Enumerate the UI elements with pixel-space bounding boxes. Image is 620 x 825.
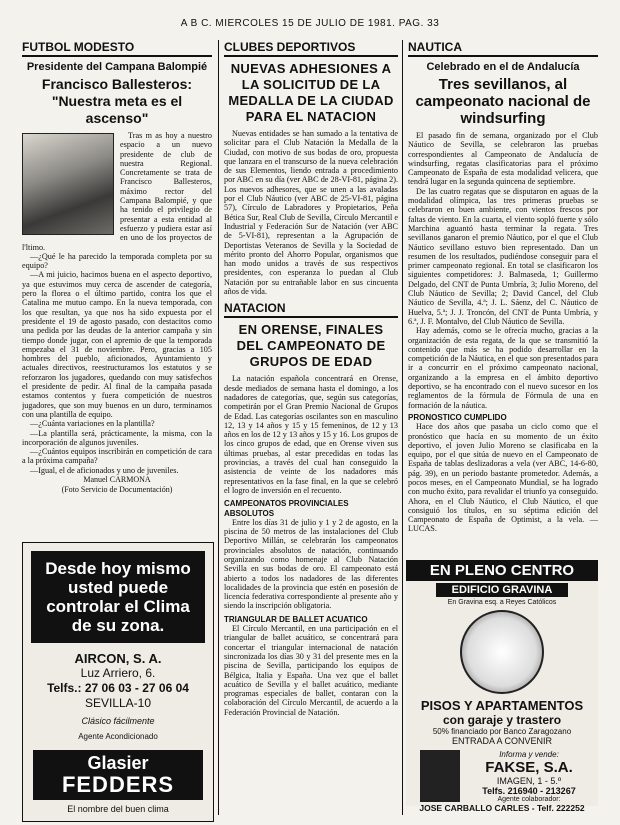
logo-icon xyxy=(420,750,460,802)
ad-subtitle: En Gravina esq. a Reyes Católicos xyxy=(447,599,557,606)
paragraph: Hay además, como se le ofrecía mucho, gracias a la organización de esta regata, de la que se transmitió la contenido que más se ha podido desarrollar en la competición de la Náutica, en el que son presentados para ir a concurrir en el próximo campeonato nacional, organizando a la empresa en el ámbito deportivo deportivo, se ha encontrado con el nuevo sucesor en los reglamentos de la fórmula de Fórmula de una en formación de la náutica. xyxy=(408,326,598,410)
ad-brand1: Glasier xyxy=(87,753,149,773)
paragraph: —¿Qué le ha parecido la temporada completa por su equipo? xyxy=(22,251,212,271)
ad-contact xyxy=(460,750,598,803)
section-title: CLUBES DEPORTIVOS xyxy=(224,40,398,57)
article-clubes xyxy=(224,40,398,817)
ad-building: EDIFICIO GRAVINA xyxy=(436,583,568,597)
paragraph: —A mi juicio, hacimos buena en el aspecto deportivo, ya que estuvimos muy cerca de ascender de categoría, pero la florea o el último partido, contra los que el Catalina me mutuo campo. En la nueva temporada, con los que resultan, ya que nos ha sido expuesta por el presidente el 19 de agosto pasado, con destacitos como una pedida por las deudas de la anterior campaña y sin tiempo donde jugar, con el apremio de que la temporada empezaba el 31 de noviembre. Pero, gracias a 105 hombres del pueblo, aficionados, Ayuntamiento y actuales directivos, reestructuramos los estatutos y se reforzaron los jugadores, quedando con muy satisfechos el presidente de pedir. Al final de la campaña pasada estamos contentos y fuera competición de nuestros jugadores, que son muy buenos en un duro, terminamos con una plantilla de equipo. xyxy=(22,270,212,419)
section-title: NAUTICA xyxy=(408,40,598,57)
page-header: A B C. MIERCOLES 15 DE JULIO DE 1981. PAG. 33 xyxy=(180,18,440,29)
ad-agent-label: Agente colaborador: xyxy=(497,796,561,803)
article-futbol-modesto xyxy=(22,40,212,535)
headline: Francisco Ballesteros: "Nuestra meta es el ascenso" xyxy=(41,76,193,126)
paragraph: De las cuatro regatas que se disputaron en aguas de la modalidad olímpica, las tres primeras pruebas se celebraron en buen ambiente, con vientos frescos por faltas de viento. En la cuarta, el viento sopló fuerte y sólo Marchina aguantó hasta terminar la regata. Tres sevillanos ganaron el premio Náutico, por el que el Club Náutico sevillano estuvo bien representado. Dan un resumen de los resultados, pudiéndose conseguir para el primer campeonato regional. En total se clasificaron los siguientes competidores: J. Balmaseda, 1; Guillermo Delgado, del CNT de Punta Umbría, 3; Julio Moreno, del Club Náutico de Sevilla; 2; David Cancel, del Club Náutico de Sevilla, 4.ª; J. L. Sáenz, del C. Náutico de Huelva, 5.ª; J. J. Troncón, del CNT de Punta Umbría, y 6.ª, J. F. Montalvo, del Club Náutico de Sevilla. xyxy=(408,186,598,326)
ad-contact-row xyxy=(406,750,598,803)
ad-brand-box xyxy=(33,750,203,800)
paragraph: El Círculo Mercantil, en una participación en el triangular de ballet acuático, se concentrará para concertar el triangular internacional de natación sincronizada los días 30 y 31 del presente mes en la piscina de Sevilla, participando los equipos de Bélgica, Italia y España. Una vez que el ballet acuático de Sevilla y el ballet acuático, mediante programas especiales de ballet, contaran con la colaboración del Círculo Mercantil, de acuerdo a la Federación Provincial de Natación. xyxy=(224,624,398,717)
ad-logo-area xyxy=(406,606,598,698)
ad-info: Informa y vende: xyxy=(499,750,559,759)
ad-financing: 50% financiado por Banco Zaragozano xyxy=(432,727,572,736)
ad-address: Luz Arriero, 6. xyxy=(80,666,156,680)
ad-firm: FAKSE, S.A. xyxy=(485,759,573,776)
ad-city: SEVILLA-10 xyxy=(84,696,152,710)
advertisement-pleno-centro xyxy=(406,560,598,813)
ad-street: IMAGEN, 1 - 5.º xyxy=(496,776,562,786)
paragraph: —¿Cuántos equipos inscribirán en competición de cara a la próxima campaña? xyxy=(22,447,212,466)
headline: EN ORENSE, FINALES DEL CAMPEONATO DE GRUPOS DE EDAD xyxy=(236,322,386,370)
paragraph: —Igual, el de aficionados y uno de juveniles. xyxy=(30,465,179,475)
ad-tagline: El nombre del buen clima xyxy=(67,804,169,814)
headline: NUEVAS ADHESIONES A LA SOLICITUD DE LA MEDALLA DE LA CIUDAD PARA EL NATACION xyxy=(228,61,394,124)
headline: Tres sevillanos, al campeonato nacional de windsurfing xyxy=(415,76,591,127)
column-rule xyxy=(218,40,219,815)
paragraph: Nuevas entidades se han sumado a la tentativa de solicitar para el Club Natación la Medalla de la Ciudad, con motivo de sus bodas de oro, propuesta que lanzara en el transcurso de la nueva celebración de sus Elementos, liendo entrada a procedimiento por ABC en su día (ver ABC de 28-VI-81, página 2). Los nuevos adhesores, que se unen a las avaladas por el Club Náutico (ver ABC de 25-VI-81, página 57), Círculo de Labradores y Propietarios, Peña Bética Sur, Real Club de Sevilla, Círculo Mercantil e Industrial y Federación Sur de Natación (ver ABC de 5-VI-81), representan a la Agrupación de Deportistas Veteranos de Sevilla y la Sociedad de mérito pronto del Ahorro Popular, organismos que han modo unidos a través de sus respectivos presidentes, con esperanza lo puedan al Club Natación por su entrañable labor en sus cincuenta años de vida. xyxy=(224,129,398,297)
advertisement-aircon xyxy=(22,542,214,822)
ad-phones: Telfs.: 27 06 03 - 27 06 04 xyxy=(47,681,189,695)
paragraph: La natación española concentrará en Orense, desde mediados de semana hasta el domingo, a los nadadores de categorías, que, según sus categorías, competirán por el Gran Premio Nacional de Grupos de Edad. Las categorías oscilantes son en masculino 12, 13 y 14 años y 15 y 15 femeninos, de 12 y 13 años en los de 12 y 13 años y 15 y 16. Los grupos de los cinco grupos de edad, que en Orense viven sus últimas pruebas, al estar precedidas en todas las provincias, a través del cual han conseguido la asistencia de veinte de los nadadores más representativos en la fase final, en la que se celebró el logro de inversión en el recuento. xyxy=(224,374,398,495)
subhead: TRIANGULAR DE BALLET ACUATICO xyxy=(224,614,368,624)
ad-company: AIRCON, S. A. xyxy=(74,651,162,666)
ad-brand-line: Clásico fácilmente xyxy=(81,716,155,726)
ad-main: PISOS Y APARTAMENTOS xyxy=(420,698,584,713)
kicker: Celebrado en el de Andalucía xyxy=(426,61,580,73)
photo-credit: (Foto Servicio de Documentación) xyxy=(61,484,173,494)
section-title: NATACION xyxy=(224,301,398,318)
paragraph: —La plantilla será, prácticamente, la misma, con la incorporación de algunos juveniles. xyxy=(22,428,212,447)
subhead: CAMPEONATOS PROVINCIALES ABSOLUTOS xyxy=(224,499,349,518)
section-title: FUTBOL MODESTO xyxy=(22,40,212,57)
ad-brand2: FEDDERS xyxy=(61,772,175,797)
ad-entrance: ENTRADA A CONVENIR xyxy=(451,736,553,746)
paragraph: Tras m as hoy a nuestro espacio a un nuevo presidente de club de nuestra Regional. Concretamente se trata de Francisco Ballesteros, máximo rector del Campana Balompié, y que ha tenido el privilegio de presentar a esta entidad al esfuerzo y pudiera estar así en uno de los proyectos de l'ltimo. xyxy=(22,131,212,252)
article-nautica xyxy=(408,40,598,555)
ad-title: EN PLENO CENTRO xyxy=(406,560,598,581)
subhead: PRONOSTICO CUMPLIDO xyxy=(408,412,507,422)
ad-agent: JOSE CARBALLO CARLES - Telf. 222252 xyxy=(419,803,585,813)
portrait-photo xyxy=(22,133,114,235)
ad-main2: con garaje y trastero xyxy=(442,713,562,727)
paragraph: Entre los días 31 de julio y 1 y 2 de agosto, en la piscina de 50 metros de las instalaciones del Club Deportivo Millán, se celebrarán los campeonatos provinciales absolutos de natación, continuando organizando como homenaje al Club Natación Sevilla en sus bodas de oro. El campeonato está abierto a todos los nadadores de las diferentes localidades de la provincia que estén en posesión de licencia federativa correspondiente al presente año y siendo la inscripción obligatoria. xyxy=(224,517,398,611)
column-rule xyxy=(402,40,403,815)
paragraph: —¿Cuánta variaciones en la plantilla? xyxy=(30,419,155,429)
paragraph: El pasado fin de semana, organizado por el Club Náutico de Sevilla, se celebraron las pruebas correspondientes al Campeonato de Andalucía de windsurfing, regatas clasificatorias para el próximo Campeonato de España de esta modalidad velicera, que tendrá lugar en la segunda quincena de septiembre. xyxy=(408,131,598,187)
ad-phones: Telfs. 216940 - 213267 xyxy=(482,786,576,796)
building-seal-icon xyxy=(460,610,544,694)
ad-dealer: Agente Acondicionado xyxy=(78,732,158,741)
author-signature: Manuel CARMONA xyxy=(83,474,151,484)
ad-slogan: Desde hoy mismo usted puede controlar el Clima de su zona. xyxy=(31,551,205,643)
kicker: Presidente del Campana Balompié xyxy=(26,61,208,73)
paragraph: Hace dos años que pasaba un ciclo como que el pronóstico que hacía en su momento de un éxito deportivo, el joven Julio Moreno se clasificaba en la equipo, por el que sitúa de nuevo en el Campeonato de España de tablas deslizadoras a vela (ver ABC, 14-6-80, pág. 39), en un periodo bastante prometedor. Además, a pocos meses, en el Campeonato Mundial, se ha logrado con mucho éxito, para revalidar el triunfo ya conseguido. Ahora, en el Club Náutico, el Club Náutico, el que consiguió los títulos, en su séptima edición del Campeonato de España de Optimist, a la vela. — LUCAS. xyxy=(408,422,598,534)
